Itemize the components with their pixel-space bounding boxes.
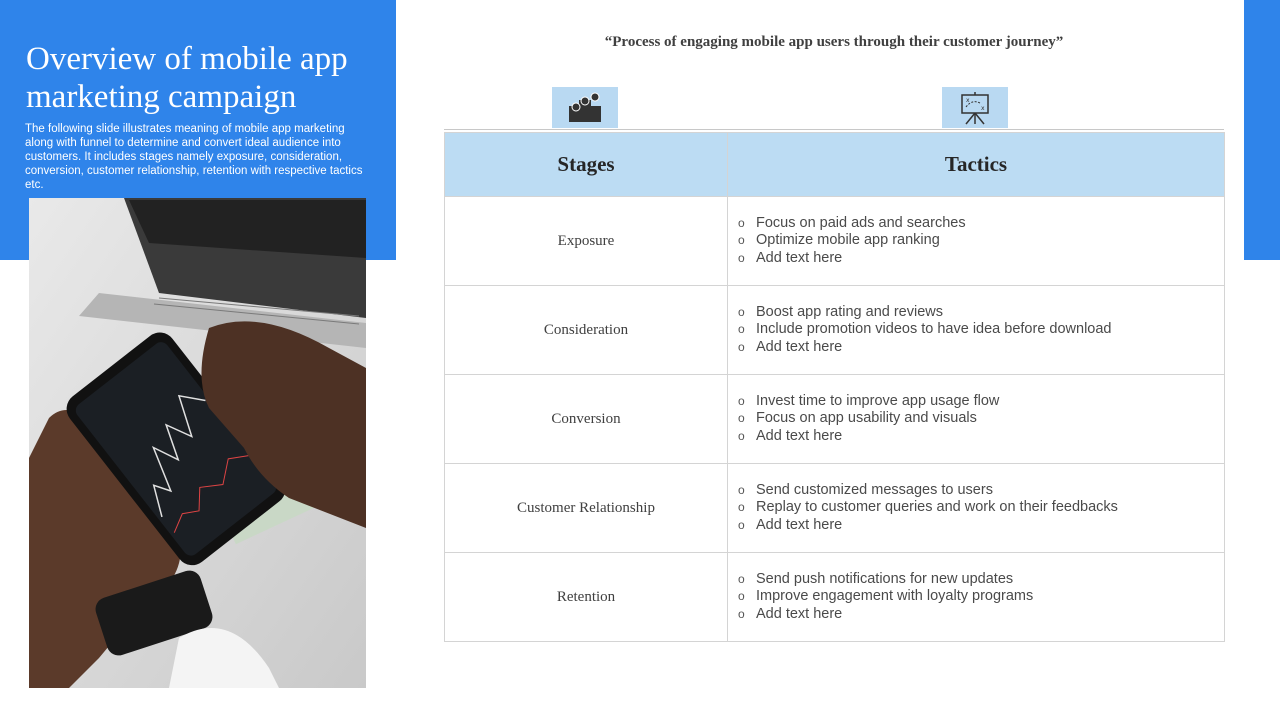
tactics-cell bbox=[728, 286, 1225, 375]
table-top-rule bbox=[444, 129, 1224, 130]
stages-icon-box bbox=[552, 87, 618, 128]
tactic-item: o Include promotion videos to have idea before download bbox=[738, 321, 1224, 339]
tactics-cell bbox=[728, 464, 1225, 553]
tactic-item: o Add text here bbox=[738, 606, 1224, 624]
slide-description: The following slide illustrates meaning of mobile app marketing along with funnel to determine and convert ideal audience into customers. It includes stages namely exposure, consideration, conversion, customer relationship, retention with respective tactics etc. bbox=[25, 123, 363, 191]
tactic-item: o Send push notifications for new updates bbox=[738, 571, 1224, 589]
podium-rank-icon bbox=[552, 87, 618, 128]
table-row bbox=[445, 375, 1225, 464]
tactic-item: o Add text here bbox=[738, 250, 1224, 268]
tactic-item: o Boost app rating and reviews bbox=[738, 304, 1224, 322]
stage-cell: Exposure bbox=[445, 197, 728, 286]
tactic-item: o Focus on app usability and visuals bbox=[738, 410, 1224, 428]
tactic-item: o Add text here bbox=[738, 517, 1224, 535]
stage-cell: Retention bbox=[445, 553, 728, 642]
stage-cell: Consideration bbox=[445, 286, 728, 375]
table-header-row bbox=[445, 133, 1225, 197]
stages-tactics-table bbox=[444, 132, 1225, 642]
strategy-board-icon bbox=[942, 87, 1008, 128]
tactic-item: o Focus on paid ads and searches bbox=[738, 215, 1224, 233]
tactic-item: o Invest time to improve app usage flow bbox=[738, 393, 1224, 411]
tactic-item: o Optimize mobile app ranking bbox=[738, 232, 1224, 250]
tactic-item: o Add text here bbox=[738, 428, 1224, 446]
column-header-tactics: Tactics bbox=[728, 133, 1225, 197]
journey-quote: “Process of engaging mobile app users through their customer journey” bbox=[604, 34, 1064, 50]
stage-cell: Customer Relationship bbox=[445, 464, 728, 553]
right-accent-bar bbox=[1244, 0, 1280, 260]
table-row bbox=[445, 286, 1225, 375]
smartphone-trading-photo bbox=[29, 198, 366, 688]
tactic-item: o Add text here bbox=[738, 339, 1224, 357]
tactics-cell bbox=[728, 553, 1225, 642]
tactic-item: o Send customized messages to users bbox=[738, 482, 1224, 500]
svg-text:x: x bbox=[966, 97, 970, 104]
table-row bbox=[445, 464, 1225, 553]
tactics-cell bbox=[728, 375, 1225, 464]
column-header-stages: Stages bbox=[445, 133, 728, 197]
tactics-icon-box bbox=[942, 87, 1008, 128]
slide-title: Overview of mobile app marketing campaign bbox=[26, 41, 348, 115]
tactic-item: o Improve engagement with loyalty programs bbox=[738, 588, 1224, 606]
tactics-cell bbox=[728, 197, 1225, 286]
table-row bbox=[445, 197, 1225, 286]
svg-text:x: x bbox=[981, 105, 985, 112]
table-row bbox=[445, 553, 1225, 642]
tactic-item: o Replay to customer queries and work on their feedbacks bbox=[738, 499, 1224, 517]
stage-cell: Conversion bbox=[445, 375, 728, 464]
